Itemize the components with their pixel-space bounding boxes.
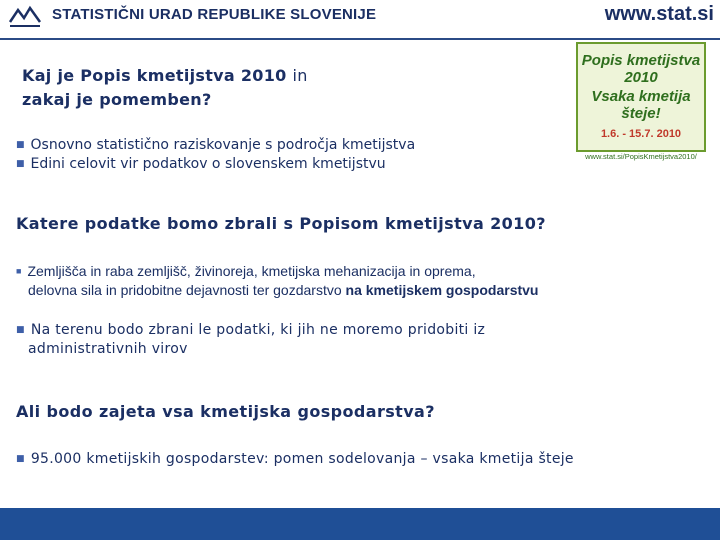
section2-heading: Katere podatke bomo zbrali s Popisom kmetijstva 2010? bbox=[16, 214, 546, 233]
list-item: ■ Na terenu bodo zbrani le podatki, ki jih ne moremo pridobiti iz administrativnih virov bbox=[16, 322, 486, 357]
bullet-icon: ■ bbox=[16, 454, 25, 464]
list-item: ■ Zemljišča in raba zemljišč, živinoreja, kmetijska mehanizacija in oprema, delovna sila in pridobitne dejavnosti ter gozdarstvo na kmetijskem gospodarstvu bbox=[16, 263, 539, 298]
org-name: STATISTIČNI URAD REPUBLIKE SLOVENIJE bbox=[52, 6, 377, 23]
footer-bar bbox=[0, 508, 720, 540]
title-line1-bold: Kaj je Popis kmetijstva 2010 bbox=[22, 66, 287, 85]
header-divider bbox=[0, 38, 720, 40]
page-title bbox=[22, 64, 308, 112]
census-badge bbox=[576, 42, 706, 161]
badge-url: www.stat.si/PopisKmetijstva2010/ bbox=[585, 152, 697, 161]
title-line1-light: in bbox=[292, 66, 308, 85]
intro-bullet-list bbox=[16, 136, 415, 174]
badge-line1: Popis kmetijstva 2010 bbox=[581, 52, 701, 86]
bullet-icon: ■ bbox=[16, 266, 22, 276]
list-item: ■ Osnovno statistično raziskovanje s področja kmetijstva bbox=[16, 137, 416, 153]
badge-dates: 1.6. - 15.7. 2010 bbox=[600, 128, 682, 140]
title-line2: zakaj je pomemben? bbox=[22, 90, 212, 109]
sors-logo-icon bbox=[8, 4, 42, 28]
badge-line2: Vsaka kmetija šteje! bbox=[591, 88, 691, 122]
bullet-icon: ■ bbox=[16, 140, 25, 150]
site-url[interactable]: www.stat.si bbox=[604, 3, 714, 25]
list-item: ■ 95.000 kmetijskih gospodarstev: pomen sodelovanja – vsaka kmetija šteje bbox=[16, 451, 574, 467]
section3-heading: Ali bodo zajeta vsa kmetijska gospodarstva? bbox=[16, 402, 435, 421]
header bbox=[0, 0, 720, 40]
bullet-icon: ■ bbox=[16, 325, 25, 335]
bullet-icon: ■ bbox=[16, 159, 25, 169]
emphasis-text: na kmetijskem gospodarstvu bbox=[345, 282, 539, 298]
list-item: ■ Edini celovit vir podatkov o slovenskem kmetijstvu bbox=[16, 156, 386, 172]
